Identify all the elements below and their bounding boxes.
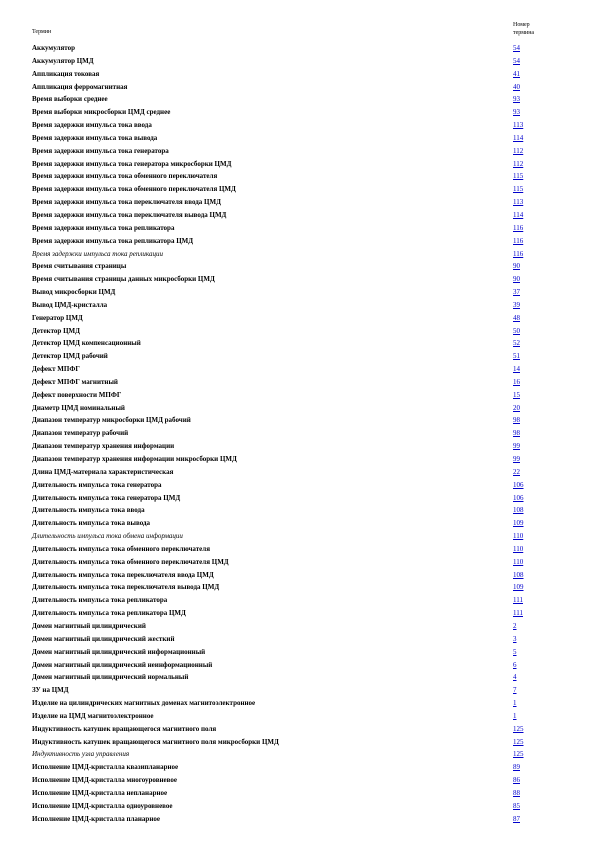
term-text: Время задержки импульса тока репликатора ЦМД xyxy=(32,236,194,245)
term-number-link[interactable]: 88 xyxy=(513,788,520,797)
index-row xyxy=(0,145,595,158)
term-text: Длительность импульса тока обмена информации xyxy=(32,532,183,541)
index-row xyxy=(0,710,595,723)
index-row xyxy=(0,697,595,710)
term-number-link[interactable]: 108 xyxy=(513,506,524,515)
term-number-link[interactable]: 112 xyxy=(513,146,524,155)
term-text: Время выборки среднее xyxy=(32,95,108,104)
term-number-link[interactable]: 116 xyxy=(513,249,524,258)
term-number-link[interactable]: 109 xyxy=(513,519,524,528)
number-header-line1: Номер xyxy=(513,22,530,28)
index-row xyxy=(0,132,595,145)
term-number-link[interactable]: 98 xyxy=(513,416,520,425)
term-text: Длительность импульса тока обменного переключателя ЦМД xyxy=(32,557,229,566)
term-number-link[interactable]: 54 xyxy=(513,56,520,65)
term-text: Диапазон температур микросборки ЦМД рабочий xyxy=(32,416,191,425)
term-number-link[interactable]: 109 xyxy=(513,583,524,592)
term-text: Исполнение ЦМД-кристалла непланарное xyxy=(32,788,168,797)
term-text: Исполнение ЦМД-кристалла одноуровневое xyxy=(32,801,173,810)
term-number-link[interactable]: 98 xyxy=(513,429,520,438)
index-row xyxy=(0,248,595,261)
term-text: Генератор ЦМД xyxy=(32,313,83,322)
term-text: Время задержки импульса тока обменного переключателя xyxy=(32,172,218,181)
index-row xyxy=(0,106,595,119)
term-number-link[interactable]: 3 xyxy=(513,634,517,643)
term-text: Длительность импульса тока генератора ЦМД xyxy=(32,493,181,502)
index-row xyxy=(0,543,595,556)
term-number-link[interactable]: 6 xyxy=(513,660,517,669)
index-row xyxy=(0,453,595,466)
index-row xyxy=(0,222,595,235)
index-row xyxy=(0,736,595,749)
index-row xyxy=(0,158,595,171)
term-text: Время задержки импульса тока вывода xyxy=(32,133,158,142)
index-row xyxy=(0,325,595,338)
term-text: Время выборки микросборки ЦМД среднее xyxy=(32,108,171,117)
index-row xyxy=(0,286,595,299)
index-row xyxy=(0,517,595,530)
term-number-link[interactable]: 93 xyxy=(513,108,520,117)
term-text: Домен магнитный цилиндрический нормальный xyxy=(32,673,189,682)
index-row xyxy=(0,659,595,672)
term-text: Детектор ЦМД рабочий xyxy=(32,352,108,361)
index-row xyxy=(0,774,595,787)
number-header-line2: термина xyxy=(513,30,535,36)
term-number-link[interactable]: 113 xyxy=(513,121,524,130)
index-row xyxy=(0,787,595,800)
term-number-link[interactable]: 20 xyxy=(513,403,520,412)
term-text: Диапазон температур хранения информации микросборки ЦМД xyxy=(32,455,237,463)
term-text: Время считывания страницы xyxy=(32,262,127,271)
term-number-link[interactable]: 90 xyxy=(513,275,520,284)
term-text: Детектор ЦМД xyxy=(32,326,80,335)
index-row xyxy=(0,671,595,684)
term-text: Дефект поверхности МПФГ xyxy=(32,390,122,399)
index-row xyxy=(0,761,595,774)
term-number-link[interactable]: 48 xyxy=(513,313,520,322)
term-text: Изделие на цилиндрических магнитных доменах магнитоэлектронное xyxy=(32,699,256,708)
term-text: Вывод ЦМД-кристалла xyxy=(32,300,108,309)
term-text: Время задержки импульса тока генератора xyxy=(32,146,169,155)
term-number-link[interactable]: 4 xyxy=(513,673,517,682)
term-number-link[interactable]: 37 xyxy=(513,288,520,297)
term-number-link[interactable]: 2 xyxy=(513,621,517,630)
term-text: Время задержки импульса тока генератора микросборки ЦМД xyxy=(32,159,232,168)
index-row xyxy=(0,813,595,826)
term-number-link[interactable]: 93 xyxy=(513,95,520,104)
term-text: Домен магнитный цилиндрический жесткий xyxy=(32,634,175,643)
term-text: Аккумулятор xyxy=(32,44,75,52)
index-row xyxy=(0,414,595,427)
term-text: Длительность импульса тока вывода xyxy=(32,519,151,528)
term-number-link[interactable]: 113 xyxy=(513,198,524,207)
term-number-link[interactable]: 114 xyxy=(513,210,524,219)
term-text: Время задержки импульса тока переключателя ввода ЦМД xyxy=(32,198,221,207)
term-number-link[interactable]: 86 xyxy=(513,776,520,785)
term-text: Время задержки импульса тока обменного переключателя ЦМД xyxy=(32,185,236,194)
term-number-link[interactable]: 125 xyxy=(513,750,524,759)
term-number-link[interactable]: 115 xyxy=(513,172,524,181)
term-text: Длительность импульса тока репликатора xyxy=(32,596,168,605)
index-row xyxy=(0,748,595,761)
term-number-link[interactable]: 116 xyxy=(513,223,524,232)
term-number-link[interactable]: 39 xyxy=(513,300,520,309)
index-row xyxy=(0,337,595,350)
index-row xyxy=(0,620,595,633)
term-number-link[interactable]: 7 xyxy=(513,686,517,695)
index-row xyxy=(0,402,595,415)
index-row xyxy=(0,492,595,505)
term-number-link[interactable]: 87 xyxy=(513,814,520,823)
index-row xyxy=(0,440,595,453)
term-text: Домен магнитный цилиндрический неинформационный xyxy=(32,660,213,669)
index-row xyxy=(0,800,595,813)
index-row xyxy=(0,569,595,582)
term-number-link[interactable]: 85 xyxy=(513,801,520,810)
term-text: ЗУ на ЦМД xyxy=(32,686,69,695)
index-row xyxy=(0,376,595,389)
term-number-link[interactable]: 1 xyxy=(513,699,517,708)
term-text: Исполнение ЦМД-кристалла планарное xyxy=(32,814,160,823)
term-text: Время задержки импульса тока переключателя вывода ЦМД xyxy=(32,210,227,219)
term-number-link[interactable]: 51 xyxy=(513,352,520,361)
term-text: Аккумулятор ЦМД xyxy=(32,56,94,65)
term-number-link[interactable]: 5 xyxy=(513,647,517,656)
term-text: Аппликация токовая xyxy=(32,69,100,78)
term-number-link[interactable]: 110 xyxy=(513,532,524,541)
term-number-link[interactable]: 110 xyxy=(513,557,524,566)
index-row xyxy=(0,723,595,736)
term-text: Время задержки импульса тока репликации xyxy=(32,249,163,258)
term-number-link[interactable]: 14 xyxy=(513,365,520,374)
term-text: Индуктивность катушек вращающегося магнитного поля xyxy=(32,724,217,733)
index-row xyxy=(0,299,595,312)
index-row xyxy=(0,170,595,183)
term-number-link[interactable]: 40 xyxy=(513,82,520,91)
term-text: Время задержки импульса тока ввода xyxy=(32,121,152,130)
term-text: Исполнение ЦМД-кристалла квазипланарное xyxy=(32,763,179,772)
term-text: Исполнение ЦМД-кристалла многоуровневое xyxy=(32,776,177,785)
term-index-list xyxy=(0,42,595,825)
index-row xyxy=(0,42,595,55)
term-number-link[interactable]: 106 xyxy=(513,480,524,489)
index-row xyxy=(0,55,595,68)
index-row xyxy=(0,594,595,607)
index-row xyxy=(0,607,595,620)
term-text: Домен магнитный цилиндрический xyxy=(32,621,146,630)
term-number-link[interactable]: 106 xyxy=(513,493,524,502)
term-text: Длительность импульса тока ввода xyxy=(32,506,145,515)
term-number-link[interactable]: 90 xyxy=(513,262,520,271)
term-number-link[interactable]: 111 xyxy=(513,596,523,605)
term-text: Длительность импульса тока генератора xyxy=(32,480,162,489)
term-number-link[interactable]: 115 xyxy=(513,185,524,194)
term-text: Индуктивность узла управления xyxy=(32,750,130,759)
index-row xyxy=(0,530,595,543)
term-text: Длительность импульса тока репликатора ЦМД xyxy=(32,609,186,618)
term-number-link[interactable]: 108 xyxy=(513,570,524,579)
term-number-link[interactable]: 114 xyxy=(513,133,524,142)
number-column-header xyxy=(513,21,534,37)
term-text: Вывод микросборки ЦМД xyxy=(32,288,116,297)
term-number-link[interactable]: 41 xyxy=(513,69,520,78)
term-text: Диаметр ЦМД номинальный xyxy=(32,403,125,412)
term-number-link[interactable]: 99 xyxy=(513,455,520,463)
index-row xyxy=(0,235,595,248)
index-row xyxy=(0,183,595,196)
index-row xyxy=(0,68,595,81)
index-row xyxy=(0,556,595,569)
term-text: Длительность импульса тока обменного переключателя xyxy=(32,544,211,553)
term-number-link[interactable]: 50 xyxy=(513,326,520,335)
term-column-header: Термин xyxy=(32,29,52,35)
index-row xyxy=(0,363,595,376)
term-number-link[interactable]: 1 xyxy=(513,711,517,720)
index-row xyxy=(0,504,595,517)
index-row xyxy=(0,646,595,659)
index-row xyxy=(0,119,595,132)
term-text: Дефект МПФГ xyxy=(32,365,80,374)
term-number-link[interactable]: 22 xyxy=(513,467,520,476)
index-row xyxy=(0,260,595,273)
index-row xyxy=(0,312,595,325)
term-number-link[interactable]: 89 xyxy=(513,763,520,772)
index-row xyxy=(0,479,595,492)
term-text: Домен магнитный цилиндрический информационный xyxy=(32,647,206,656)
index-row xyxy=(0,209,595,222)
term-number-link[interactable]: 54 xyxy=(513,44,520,52)
term-text: Время считывания страницы данных микросборки ЦМД xyxy=(32,275,215,284)
term-text: Длительность импульса тока переключателя ввода ЦМД xyxy=(32,570,214,579)
index-row xyxy=(0,81,595,94)
term-number-link[interactable]: 116 xyxy=(513,236,524,245)
term-number-link[interactable]: 112 xyxy=(513,159,524,168)
term-number-link[interactable]: 125 xyxy=(513,724,524,733)
index-row xyxy=(0,427,595,440)
index-row xyxy=(0,581,595,594)
term-text: Диапазон температур хранения информации xyxy=(32,442,175,451)
term-text: Индуктивность катушек вращающегося магнитного поля микросборки ЦМД xyxy=(32,737,279,746)
index-row xyxy=(0,684,595,697)
term-number-link[interactable]: 99 xyxy=(513,442,520,451)
index-row xyxy=(0,350,595,363)
term-text: Аппликация ферромагнитная xyxy=(32,82,128,91)
index-row xyxy=(0,93,595,106)
term-number-link[interactable]: 125 xyxy=(513,737,524,746)
term-text: Время задержки импульса тока репликатора xyxy=(32,223,175,232)
term-number-link[interactable]: 111 xyxy=(513,609,523,618)
index-row xyxy=(0,389,595,402)
term-text: Диапазон температур рабочий xyxy=(32,429,129,438)
index-row xyxy=(0,466,595,479)
term-text: Детектор ЦМД компенсационный xyxy=(32,339,141,348)
term-text: Дефект МПФГ магнитный xyxy=(32,377,118,386)
term-number-link[interactable]: 52 xyxy=(513,339,520,348)
term-number-link[interactable]: 16 xyxy=(513,377,520,386)
term-number-link[interactable]: 15 xyxy=(513,390,520,399)
term-text: Длительность импульса тока переключателя вывода ЦМД xyxy=(32,583,220,592)
term-text: Длина ЦМД-материала характеристическая xyxy=(32,467,174,476)
index-row xyxy=(0,196,595,209)
term-number-link[interactable]: 110 xyxy=(513,544,524,553)
index-row xyxy=(0,273,595,286)
index-row xyxy=(0,633,595,646)
term-text: Изделие на ЦМД магнитоэлектронное xyxy=(32,711,154,720)
